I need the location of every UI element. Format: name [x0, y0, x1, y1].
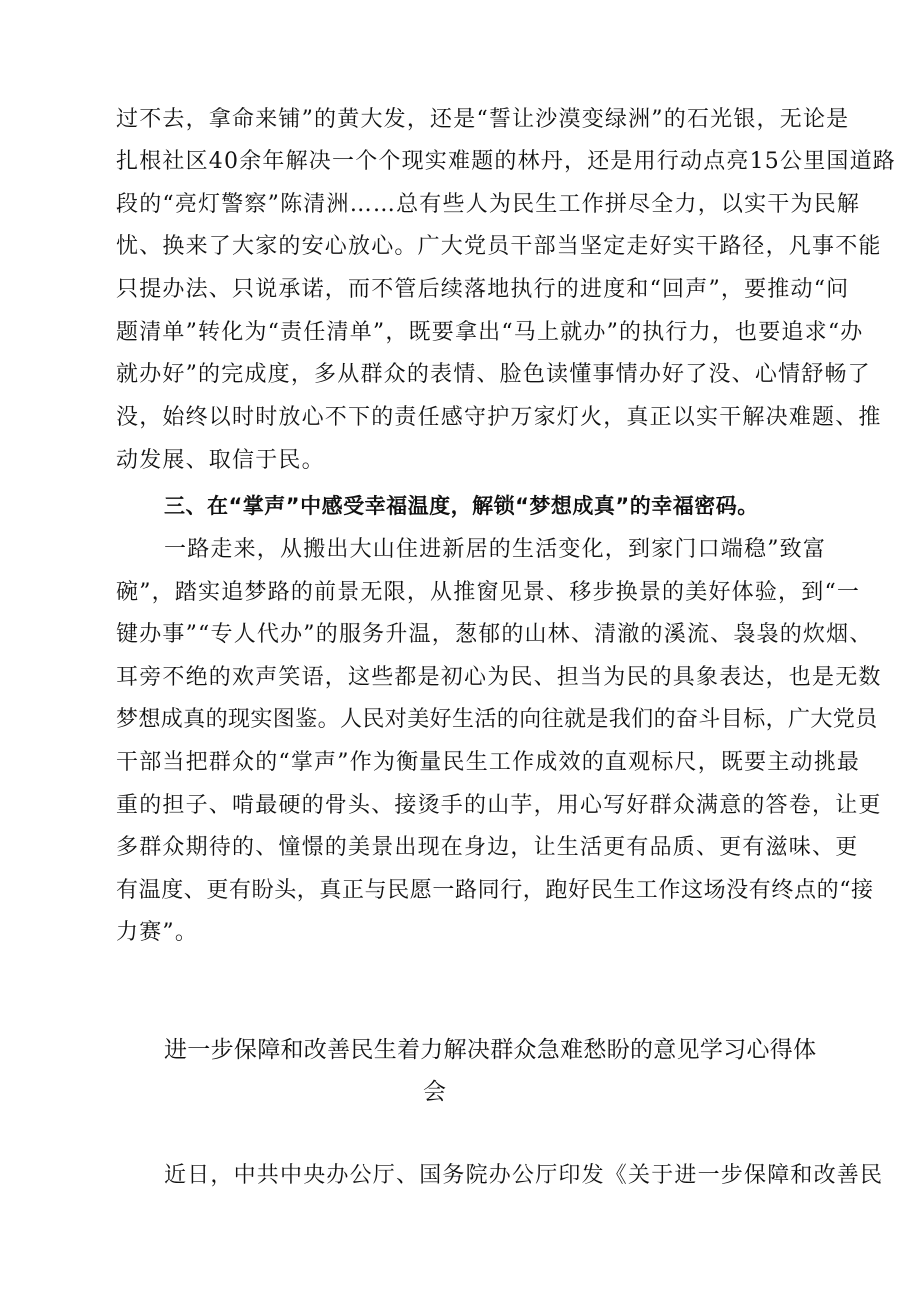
paragraph-line: 干部当把群众的“掌声”作为衡量民生工作成效的直观标尺，既要主动挑最 [116, 750, 861, 775]
article-intro-line: 近日，中共中央办公厅、国务院办公厅印发《关于进一步保障和改善民 [164, 1163, 884, 1188]
paragraph-line: 键办事”“专人代办”的服务升温，葱郁的山林、清澈的溪流、袅袅的炊烟、 [116, 622, 873, 647]
paragraph-line: 就办好”的完成度，多从群众的表情、脸色读懂事情办好了没、心情舒畅了 [116, 362, 871, 387]
paragraph-line: 碗”，踏实追梦路的前景无限，从推窗见景、移步换景的美好体验，到“一 [116, 580, 861, 605]
paragraph-line: 段的“亮灯警察”陈清洲……总有些人为民生工作拼尽全力，以实干为民解 [116, 192, 861, 217]
article-title-line-1: 进一步保障和改善民生着力解决群众急难愁盼的意见学习心得体 [164, 1037, 817, 1063]
paragraph-line: 力赛”。 [116, 920, 199, 945]
paragraph-line: 多群众期待的、憧憬的美景出现在身边，让生活更有品质、更有滋味、更 [116, 835, 859, 860]
paragraph-line: 过不去，拿命来铺”的黄大发，还是“誓让沙漠变绿洲”的石光银，无论是 [116, 107, 850, 132]
paragraph-line: 题清单”转化为“责任清单”，既要拿出“马上就办”的执行力，也要追求“办 [116, 320, 864, 345]
paragraph-line: 重的担子、啃最硬的骨头、接烫手的山芋，用心写好群众满意的答卷，让更 [116, 793, 882, 818]
paragraph-line: 耳旁不绝的欢声笑语，这些都是初心为民、担当为民的具象表达，也是无数 [116, 665, 882, 690]
paragraph-line: 扎根社区40余年解决一个个现实难题的林丹，还是用行动点亮15公里国道路 [116, 149, 896, 174]
paragraph-line: 一路走来，从搬出大山住进新居的生活变化，到家门口端稳”致富 [164, 537, 827, 562]
paragraph-line: 只提办法、只说承诺，而不管后续落地执行的进度和“回声”，要推动“问 [116, 277, 850, 302]
paragraph-line: 没，始终以时时放心不下的责任感守护万家灯火，真正以实干解决难题、推 [116, 405, 882, 430]
paragraph-line: 动发展、取信于民。 [116, 448, 325, 473]
paragraph-line: 忧、换来了大家的安心放心。广大党员干部当坚定走好实干路径，凡事不能 [116, 234, 882, 259]
article-title-line-2: 会 [423, 1079, 447, 1105]
section-heading: 三、在“掌声”中感受幸福温度，解锁“梦想成真”的幸福密码。 [164, 494, 759, 518]
paragraph-line: 有温度、更有盼头，真正与民愿一路同行，跑好民生工作这场没有终点的“接 [116, 878, 874, 903]
paragraph-line: 梦想成真的现实图鉴。人民对美好生活的向往就是我们的奋斗目标，广大党员 [116, 707, 878, 732]
